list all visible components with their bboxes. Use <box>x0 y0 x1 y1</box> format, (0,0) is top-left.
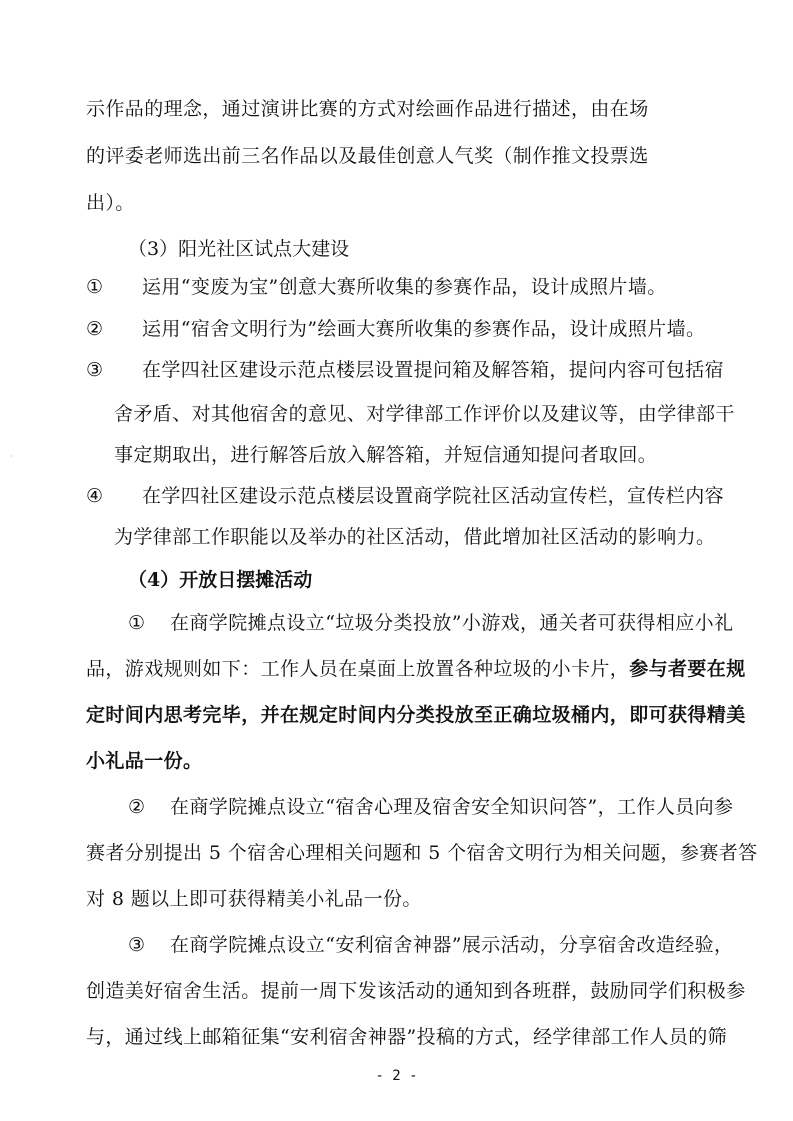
section-3-item-3-line-2: 舍矛盾、对其他宿舍的意见、对学律部工作评价以及建议等，由学律部干 <box>114 403 735 425</box>
section-4-item-3-line-3: 与，通过线上邮箱征集“安利宿舍神器”投稿的方式，经学律部工作人员的筛 <box>86 1026 728 1048</box>
intro-line-1: 示作品的理念，通过演讲比赛的方式对绘画作品进行描述，由在场 <box>86 98 649 120</box>
section-3-item-3-line-3: 事定期取出，进行解答后放入解答箱，并短信通知提问者取回。 <box>114 444 658 466</box>
section-4-item-1-line-1: 在商学院摊点设立“垃圾分类投放”小游戏，通关者可获得相应小礼 <box>170 612 734 634</box>
section-4-item-3-line-1: 在商学院摊点设立“安利宿舍神器”展示活动，分享宿舍改造经验， <box>170 934 734 956</box>
section-4-item-2-line-3: 对 8 题以上即可获得精美小礼品一份。 <box>86 888 422 910</box>
scan-speck: · <box>10 452 13 461</box>
section-4-item-1-line-2 <box>86 656 746 682</box>
rule-text-bold: 参与者要在规 <box>629 658 746 680</box>
item-marker: ④ <box>86 485 104 507</box>
section-4-item-2-line-2: 赛者分别提出 5 个宿舍心理相关问题和 5 个宿舍文明行为相关问题，参赛者答 <box>86 842 758 864</box>
item-marker: ③ <box>128 934 146 956</box>
intro-line-2: 的评委老师选出前三名作品以及最佳创意人气奖（制作推文投票选 <box>86 145 649 167</box>
section-3-item-2-line-1: 运用“宿舍文明行为”绘画大赛所收集的参赛作品，设计成照片墙。 <box>142 318 706 340</box>
section-3-item-4-line-1: 在学四社区建设示范点楼层设置商学院社区活动宣传栏，宣传栏内容 <box>142 485 725 507</box>
section-3-item-3-line-1: 在学四社区建设示范点楼层设置提问箱及解答箱，提问内容可包括宿 <box>142 359 725 381</box>
section-4-item-2-line-1: 在商学院摊点设立“宿舍心理及宿舍安全知识问答”，工作人员向参 <box>170 796 734 818</box>
item-marker: ① <box>86 276 104 298</box>
rule-text: 品，游戏规则如下：工作人员在桌面上放置各种垃圾的小卡片， <box>86 658 630 680</box>
section-3-item-4-line-2: 为学律部工作职能以及举办的社区活动，借此增加社区活动的影响力。 <box>114 526 716 548</box>
section-4-item-1-line-3: 定时间内思考完毕，并在规定时间内分类投放至正确垃圾桶内，即可获得精美 <box>86 704 746 726</box>
section-4-heading: （4）开放日摆摊活动 <box>128 569 313 591</box>
section-4-item-1-line-4: 小礼品一份。 <box>86 750 203 772</box>
item-marker: ② <box>86 318 104 340</box>
page-number: - 2 - <box>375 1068 418 1084</box>
item-marker: ① <box>128 612 146 634</box>
section-3-item-1-line-1: 运用“变废为宝”创意大赛所收集的参赛作品，设计成照片墙。 <box>142 276 667 298</box>
item-marker: ③ <box>86 359 104 381</box>
section-4-item-3-line-2: 创造美好宿舍生活。提前一周下发该活动的通知到各班群，鼓励同学们积极参 <box>86 980 746 1002</box>
item-marker: ② <box>128 796 146 818</box>
intro-line-3: 出）。 <box>86 192 135 214</box>
section-3-heading: （3）阳光社区试点大建设 <box>128 238 350 260</box>
